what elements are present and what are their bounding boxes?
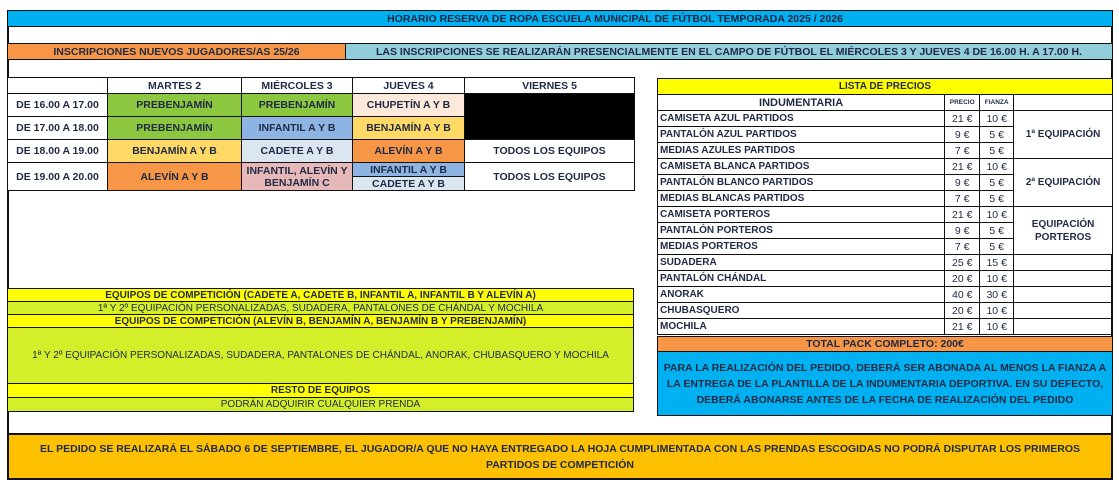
item-price: 21 € [945, 319, 980, 335]
item-deposit: 10 € [980, 271, 1014, 287]
price-row [658, 271, 1113, 287]
item-price: 40 € [945, 287, 980, 303]
schedule-cell-blocked [465, 94, 635, 140]
day-header: MARTES 2 [108, 78, 242, 94]
schedule-cell: TODOS LOS EQUIPOS [465, 140, 635, 163]
column-header-price: PRECIO [945, 95, 980, 111]
item-deposit: 15 € [980, 255, 1014, 271]
schedule-cell: ALEVÍN A Y B [353, 140, 465, 163]
group-goalkeeper-kit [1014, 207, 1113, 255]
price-row [658, 287, 1113, 303]
group-empty [1014, 319, 1113, 335]
schedule-header-row [8, 78, 635, 94]
schedule-cell: PREBENJAMÍN [242, 94, 353, 117]
item-name: MEDIAS BLANCAS PARTIDOS [658, 191, 945, 207]
time-slot: DE 18.00 A 19.00 [8, 140, 108, 163]
price-list-title-row [658, 79, 1113, 95]
item-name: PANTALÓN BLANCO PARTIDOS [658, 175, 945, 191]
item-name: ANORAK [658, 287, 945, 303]
item-price: 9 € [945, 175, 980, 191]
item-price: 21 € [945, 111, 980, 127]
item-price: 20 € [945, 271, 980, 287]
schedule-cell: ALEVÍN A Y B [108, 163, 242, 191]
schedule-table [7, 77, 635, 191]
price-list-header-row [658, 95, 1113, 111]
item-deposit: 5 € [980, 191, 1014, 207]
order-deadline-notice: EL PEDIDO SE REALIZARÁ EL SÁBADO 6 DE SEPTIEMBRE, EL JUGADOR/A QUE NO HAYA ENTREGADO LA HOJA CUMPLIMENTADA CON LAS PRENDAS ESCOGIDAS NO PODRÁ DISPUTAR LOS PRIMEROS PARTIDOS DE COMPETICIÓN [7, 433, 1113, 480]
day-header: VIERNES 5 [465, 78, 635, 94]
group-goalkeeper-line: EQUIPACIÓN [1031, 218, 1095, 230]
day-header: MIÉRCOLES 3 [242, 78, 353, 94]
page-title [7, 10, 1113, 27]
item-price: 9 € [945, 223, 980, 239]
item-deposit: 10 € [980, 303, 1014, 319]
schedule-corner [8, 78, 108, 94]
schedule-cell: PREBENJAMÍN [108, 94, 242, 117]
item-deposit: 10 € [980, 207, 1014, 223]
competition-group-2-title: EQUIPOS DE COMPETICIÓN (ALEVÍN B, BENJAMÍN A, BENJAMÍN B Y PREBENJAMÍN) [7, 314, 634, 328]
competition-group-3-title: RESTO DE EQUIPOS [7, 383, 634, 398]
item-deposit: 5 € [980, 127, 1014, 143]
schedule-cell-line: BENJAMÍN C [264, 176, 330, 189]
item-price: 25 € [945, 255, 980, 271]
price-list-table [657, 78, 1113, 335]
price-row [658, 319, 1113, 335]
price-list-title: LISTA DE PRECIOS [658, 79, 1113, 95]
price-row [658, 111, 1113, 127]
schedule-cell: BENJAMÍN A Y B [108, 140, 242, 163]
item-name: CAMISETA PORTEROS [658, 207, 945, 223]
item-deposit: 5 € [980, 223, 1014, 239]
column-header-group [1014, 95, 1113, 111]
price-row [658, 255, 1113, 271]
group-second-kit: 2ª EQUIPACIÓN [1014, 159, 1113, 207]
competition-group-1-items: 1ª Y 2º EQUIPACIÓN PERSONALIZADAS, SUDADERA, PANTALONES DE CHÁNDAL Y MOCHILA [7, 301, 634, 315]
schedule-cell: CADETE A Y B [353, 177, 465, 191]
item-deposit: 5 € [980, 239, 1014, 255]
item-name: PANTALÓN AZUL PARTIDOS [658, 127, 945, 143]
schedule-cell: TODOS LOS EQUIPOS [465, 163, 635, 191]
item-deposit: 10 € [980, 111, 1014, 127]
page-title-text: HORARIO RESERVA DE ROPA ESCUELA MUNICIPAL DE FÚTBOL TEMPORADA 2025 / 2026 [387, 12, 843, 25]
schedule-cell-line: INFANTIL, ALEVÍN Y [246, 164, 348, 177]
item-price: 7 € [945, 143, 980, 159]
day-header: JUEVES 4 [353, 78, 465, 94]
item-price: 21 € [945, 159, 980, 175]
column-header-item: INDUMENTARIA [658, 95, 945, 111]
competition-group-2-items: 1ª Y 2º EQUIPACIÓN PERSONALIZADAS, SUDADERA, PANTALONES DE CHÁNDAL, ANORAK, CHUBASQUERO Y MOCHILA [7, 327, 634, 384]
item-name: CHUBASQUERO [658, 303, 945, 319]
item-deposit: 5 € [980, 143, 1014, 159]
item-price: 21 € [945, 207, 980, 223]
item-deposit: 30 € [980, 287, 1014, 303]
schedule-cell: BENJAMÍN A Y B [353, 117, 465, 140]
price-row [658, 207, 1113, 223]
group-empty [1014, 271, 1113, 287]
item-price: 7 € [945, 191, 980, 207]
group-goalkeeper-line: PORTEROS [1035, 231, 1092, 243]
item-name: PANTALÓN CHÁNDAL [658, 271, 945, 287]
schedule-cell: PREBENJAMÍN [108, 117, 242, 140]
schedule-row [8, 163, 635, 177]
schedule-cell: CADETE A Y B [242, 140, 353, 163]
group-empty [1014, 303, 1113, 319]
item-deposit: 5 € [980, 175, 1014, 191]
group-empty [1014, 255, 1113, 271]
group-empty [1014, 287, 1113, 303]
item-name: MOCHILA [658, 319, 945, 335]
group-first-kit: 1ª EQUIPACIÓN [1014, 111, 1113, 159]
competition-group-3-items: PODRÁN ADQUIRIR CUALQUIER PRENDA [7, 397, 634, 412]
time-slot: DE 16.00 A 17.00 [8, 94, 108, 117]
item-price: 20 € [945, 303, 980, 319]
item-name: PANTALÓN PORTEROS [658, 223, 945, 239]
schedule-cell: INFANTIL A Y B [242, 117, 353, 140]
column-header-deposit: FIANZA [980, 95, 1014, 111]
schedule-cell: INFANTIL A Y B [353, 163, 465, 177]
price-row [658, 159, 1113, 175]
total-pack: TOTAL PACK COMPLETO: 200€ [657, 336, 1113, 352]
competition-group-1-title: EQUIPOS DE COMPETICIÓN (CADETE A, CADETE B, INFANTIL A, INFANTIL B Y ALEVÍN A) [7, 288, 634, 302]
item-name: SUDADERA [658, 255, 945, 271]
schedule-row [8, 94, 635, 117]
item-price: 7 € [945, 239, 980, 255]
schedule-cell: CHUPETÍN A Y B [353, 94, 465, 117]
registration-info: LAS INSCRIPCIONES SE REALIZARÁN PRESENCIALMENTE EN EL CAMPO DE FÚTBOL EL MIÉRCOLES 3 Y JUEVES 4 DE 16.00 H. A 17.00 H. [345, 43, 1113, 60]
schedule-cell [242, 163, 353, 191]
item-name: CAMISETA BLANCA PARTIDOS [658, 159, 945, 175]
item-price: 9 € [945, 127, 980, 143]
registration-title: INSCRIPCIONES NUEVOS JUGADORES/AS 25/26 [7, 43, 346, 60]
schedule-row [8, 140, 635, 163]
time-slot: DE 19.00 A 20.00 [8, 163, 108, 191]
price-row [658, 303, 1113, 319]
item-deposit: 10 € [980, 159, 1014, 175]
item-name: MEDIAS AZULES PARTIDOS [658, 143, 945, 159]
payment-note: PARA LA REALIZACIÓN DEL PEDIDO, DEBERÁ SER ABONADA AL MENOS LA FIANZA A LA ENTREGA DE LA PLANTILLA DE LA INDUMENTARIA DEPORTIVA. EN SU DEFECTO, DEBERÁ ABONARSE ANTES DE LA FECHA DE REALIZACIÓN DEL PEDIDO [657, 351, 1113, 416]
item-name: MEDIAS PORTEROS [658, 239, 945, 255]
time-slot: DE 17.00 A 18.00 [8, 117, 108, 140]
item-name: CAMISETA AZUL PARTIDOS [658, 111, 945, 127]
item-deposit: 10 € [980, 319, 1014, 335]
